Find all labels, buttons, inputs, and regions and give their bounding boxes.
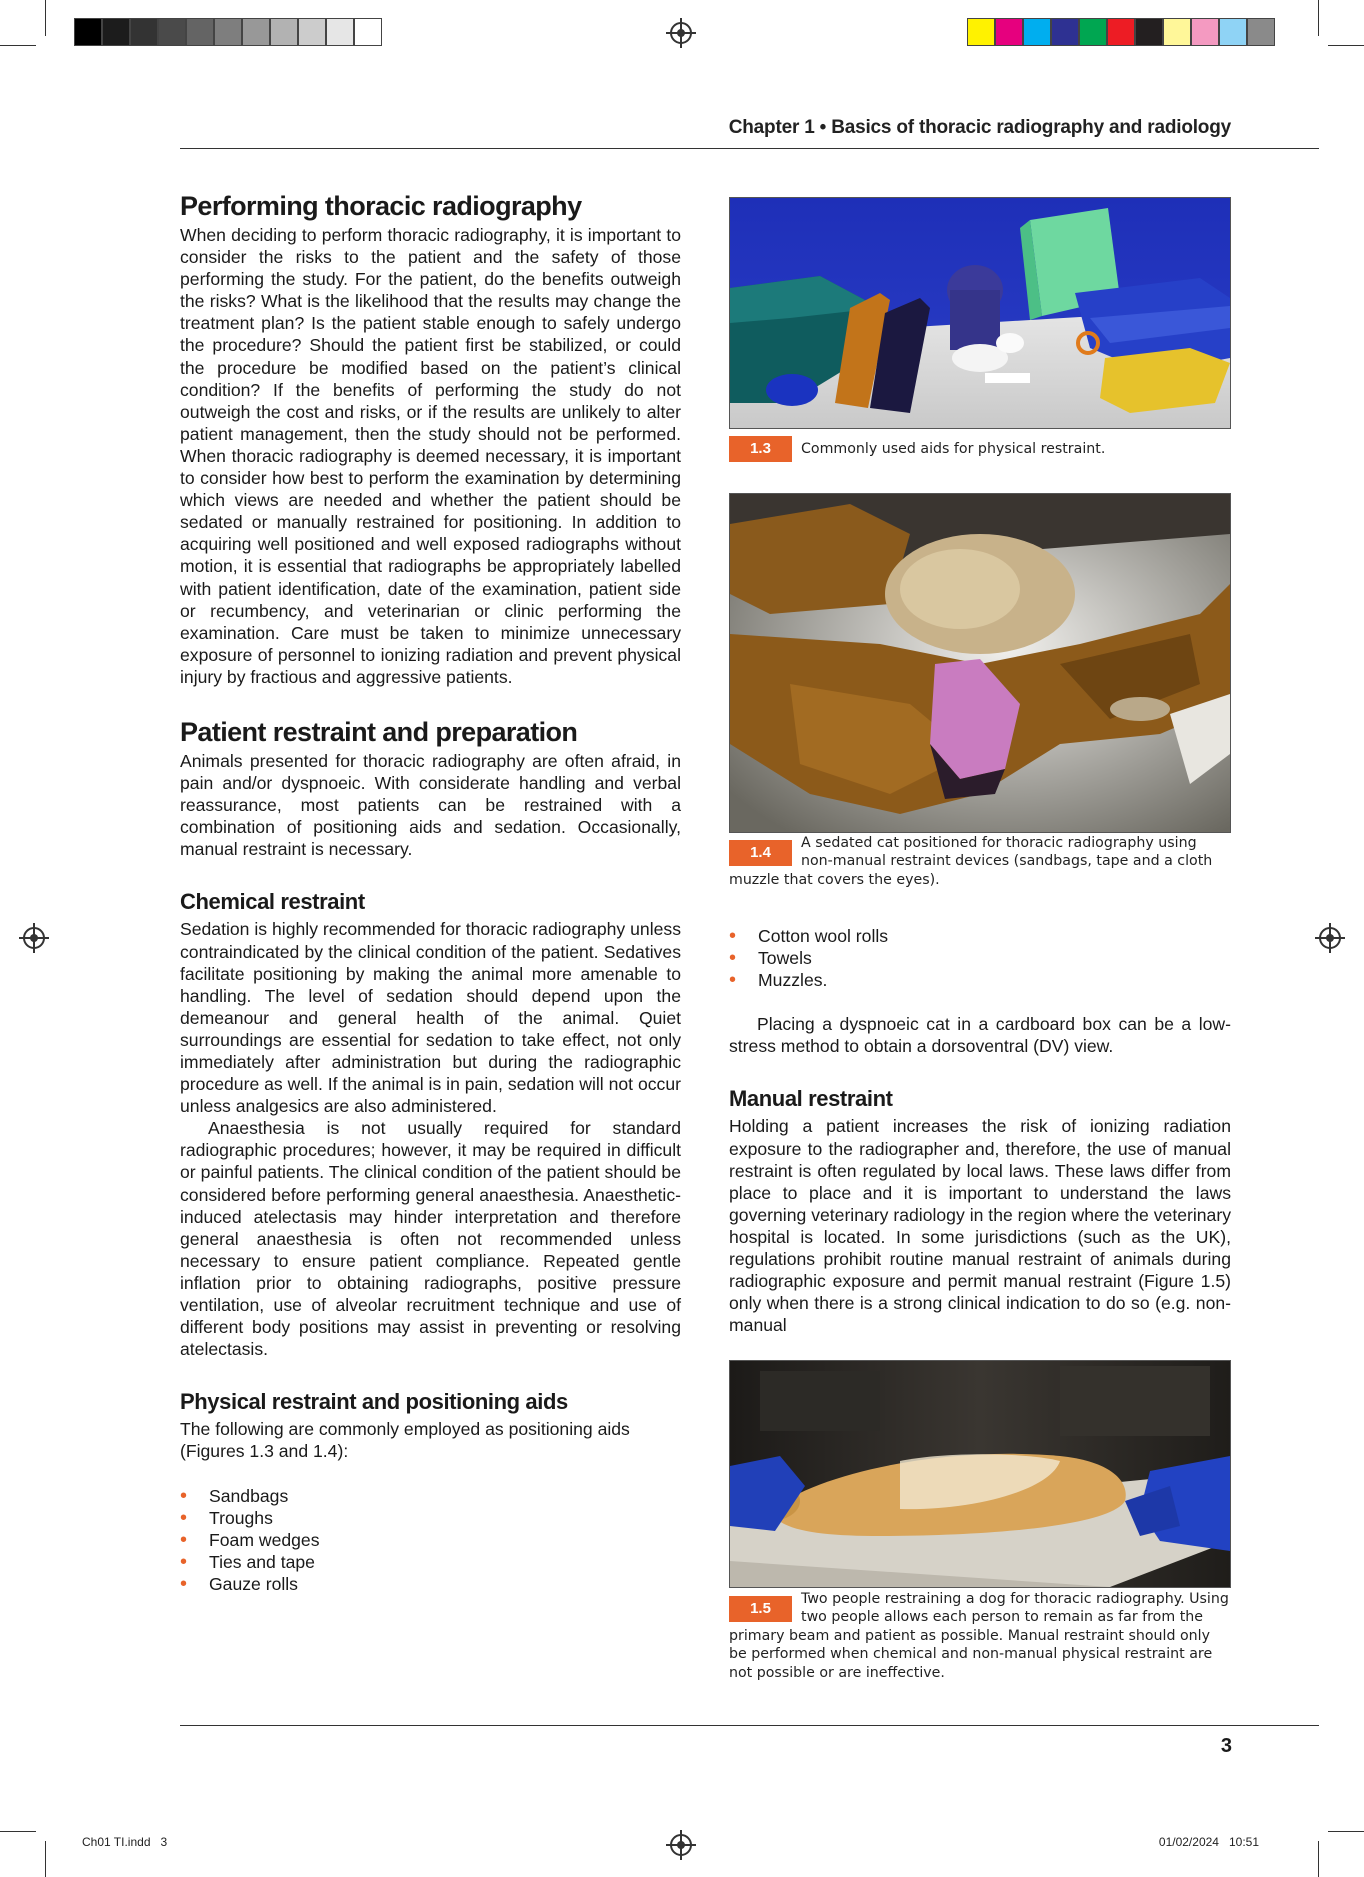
list-item: • Towels [729, 947, 1231, 969]
heading-chemical: Chemical restraint [180, 889, 365, 915]
color-swatch [1079, 18, 1107, 46]
crop-mark [0, 1831, 36, 1832]
crop-mark [1318, 1841, 1319, 1877]
registration-mark-icon [1319, 927, 1341, 949]
aids-list-continued [729, 925, 1231, 991]
heading-manual: Manual restraint [729, 1086, 893, 1112]
header-rule [180, 148, 1319, 149]
color-swatch [967, 18, 995, 46]
figure-1-4-caption [729, 834, 1231, 889]
figure-1-4-caption-line1: A sedated cat positioned for thoracic radiography using [801, 835, 1197, 851]
figure-1-5-photo [729, 1360, 1231, 1588]
list-item: • Ties and tape [180, 1551, 681, 1573]
heading-restraint: Patient restraint and preparation [180, 716, 578, 747]
color-swatch [1191, 18, 1219, 46]
color-swatch [1163, 18, 1191, 46]
para-physical: The following are commonly employed as positioning aids (Figures 1.3 and 1.4): [180, 1419, 630, 1462]
gray-step-swatch [298, 18, 326, 46]
color-swatch [1051, 18, 1079, 46]
slug-datetime: 01/02/2024 10:51 [1158, 1835, 1259, 1849]
figure-1-3-photo [729, 197, 1231, 429]
crop-mark [1328, 45, 1364, 46]
gray-step-swatch [354, 18, 382, 46]
gray-step-swatch [74, 18, 102, 46]
list-item: • Troughs [180, 1507, 681, 1529]
gray-step-swatch [214, 18, 242, 46]
gray-step-swatch [186, 18, 214, 46]
left-column [180, 190, 681, 1595]
figure-1-5-caption-line1: Two people restraining a dog for thoracic radiography. Using [801, 1591, 1229, 1607]
page-number: 3 [1220, 1735, 1232, 1757]
slug-file: Ch01 TI.indd 3 [82, 1835, 168, 1849]
para-chemical-1: Sedation is highly recommended for thoracic radiography unless contraindicated by the clinical condition of the patient. Sedatives facilitate positioning by making the animal more amenable to handling. The level of sedation should depend upon the demeanour and general health of the animal. Quiet surroundings are essential for sedation to take effect, not only immediately after administration but during the radiographic procedure as well. If the animal is in pain, sedation will not occur unless analgesics are also administered. [180, 919, 681, 1117]
figure-1-4-tag: 1.4 [729, 840, 792, 866]
heading-physical: Physical restraint and positioning aids [180, 1389, 568, 1415]
color-swatch [995, 18, 1023, 46]
gray-step-swatch [242, 18, 270, 46]
para-performing: When deciding to perform thoracic radiography, it is important to consider the risks to the patient and the safety of those performing the study. For the patient, do the benefits outweigh the risks? What is the likelihood that the results may change the treatment plan? Is the patient stable enough to safely undergo the procedure? Should the patient first be stabilized, or could the procedure be modified based on the patient’s clinical condition? If the benefits of performing the study do not outweigh the cost and risks, or if the results are unlikely to alter patient management, then the study should not be performed. When thoracic radiography is deemed necessary, it is important to consider how best to perform the examination by determining which views are needed and whether the patient should be sedated or manually restrained for positioning. In addition to acquiring well positioned and well exposed radiographs without motion, it is essential that radiographs be appropriately labelled with patient identification, date of the examination, patient side or recumbency, and veterinarian or clinic performing the examination. Care must be taken to minimize unnecessary exposure of personnel to ionizing radiation and prevent physical injury by fractious and aggressive patients. [180, 225, 681, 687]
gray-step-swatch [130, 18, 158, 46]
figure-1-3-tag: 1.3 [729, 436, 792, 462]
registration-mark-icon [23, 927, 45, 949]
para-chemical-2: Anaesthesia is not usually required for standard radiographic procedures; however, it may be required in difficult or painful patients. The clinical condition of the patient should be considered before performing general anaesthesia. Anaesthetic-induced atelectasis may hinder interpretation and therefore general anaesthesia is often not recommended unless necessary to ensure patient compliance. Repeated gentle inflation prior to obtaining radiographs, positive pressure ventilation, use of alveolar recruitment technique and use of different body positions may assist in preventing or resolving atelectasis. [180, 1118, 681, 1360]
crop-mark [1328, 1831, 1364, 1832]
color-swatch [1107, 18, 1135, 46]
gray-step-swatch [102, 18, 130, 46]
figure-1-5-tag: 1.5 [729, 1596, 792, 1622]
color-swatch [1023, 18, 1051, 46]
registration-mark-icon [670, 22, 692, 44]
running-head: Chapter 1 • Basics of thoracic radiography and radiology [728, 117, 1231, 138]
color-swatch [1247, 18, 1275, 46]
list-item: • Gauze rolls [180, 1573, 681, 1595]
list-item: • Sandbags [180, 1485, 681, 1507]
list-item: • Foam wedges [180, 1529, 681, 1551]
right-column-text [729, 925, 1231, 1336]
figure-1-3-caption: Commonly used aids for physical restraint. [801, 441, 1106, 457]
registration-mark-icon [670, 1834, 692, 1856]
color-swatch [1219, 18, 1247, 46]
figure-1-4-photo [729, 493, 1231, 833]
crop-mark [45, 1841, 46, 1877]
gray-step-swatch [270, 18, 298, 46]
heading-performing: Performing thoracic radiography [180, 191, 582, 221]
crop-mark [1318, 0, 1319, 36]
gray-step-swatch [326, 18, 354, 46]
aids-list [180, 1485, 681, 1595]
color-swatch [1135, 18, 1163, 46]
para-manual: Holding a patient increases the risk of ionizing radiation exposure to the radiographer and, therefore, the use of manual restraint is often regulated by local laws. These laws differ from place to place and it is important to understand the laws governing veterinary radiology in the region where the veterinary hospital is located. In some jurisdictions (such as the UK), regulations prohibit routine manual restraint of animals during radiographic exposure and permit manual restraint (Figure 1.5) only when there is a strong clinical indication to do so (e.g. non-manual [729, 1116, 1231, 1336]
list-item: • Muzzles. [729, 969, 1231, 991]
para-restraint: Animals presented for thoracic radiography are often afraid, in pain and/or dyspnoeic. With considerate handling and verbal reassurance, most patients can be restrained with a combination of positioning aids and sedation. Occasionally, manual restraint is necessary. [180, 750, 681, 860]
figure-1-5-caption-line2: two people allows each person to remain as far from the primary beam and patient as possible. Manual restraint should only be performed when chemical and non-manual physical restraint are not possible or are ineffective. [729, 1609, 1213, 1681]
footer-rule [180, 1725, 1319, 1726]
crop-mark [0, 45, 36, 46]
figure-1-4-caption-line2: non-manual restraint devices (sandbags, tape and a cloth muzzle that covers the eyes). [729, 853, 1213, 888]
figure-1-5-caption [729, 1590, 1231, 1682]
crop-mark [45, 0, 46, 36]
para-cardboard: Placing a dyspnoeic cat in a cardboard box can be a low-stress method to obtain a dorsoventral (DV) view. [729, 1014, 1231, 1057]
list-item: • Cotton wool rolls [729, 925, 1231, 947]
gray-step-swatch [158, 18, 186, 46]
